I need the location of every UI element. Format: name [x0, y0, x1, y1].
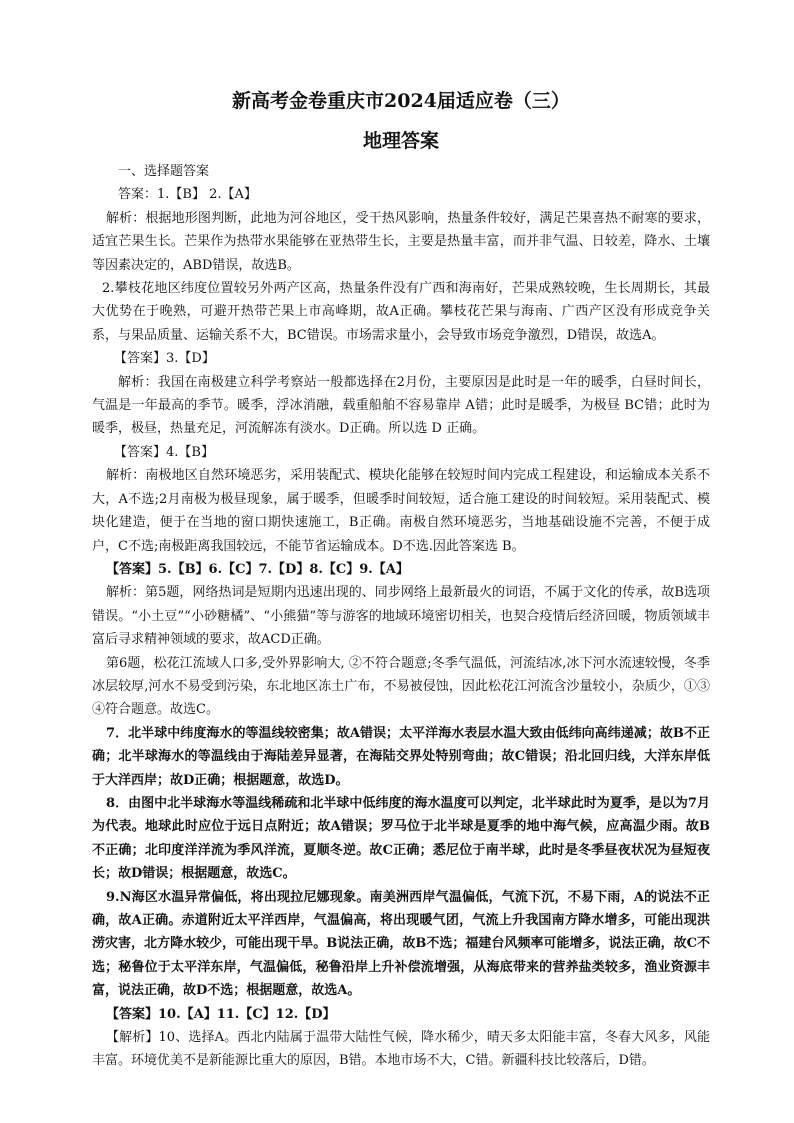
analysis-7: 7．北半球中纬度海水的等温线较密集；故A错误；太平洋海水表层水温大致由低纬向高纬递减；故B不正确；北半球海水的等温线由于海陆差异显著，在海陆交界处特别弯曲；故C错误；沿北回归线，大洋东岸低于大洋西岸；故D正确；根据题意，故选D。	[92, 725, 710, 788]
analysis-10: 【解析】10、选择A。西北内陆属于温带大陆性气候，降水稀少，晴天多太阳能丰富，冬春大风多，风能丰富。环境优美不是新能源比重大的原因，B错。本地市场不大，C错。新疆科技比较落后，D错。	[92, 1030, 710, 1069]
answer-4: 【答案】4.【B】	[114, 444, 214, 460]
doc-title: 新高考金卷重庆市2024届适应卷（三）	[232, 90, 570, 112]
doc-subtitle: 地理答案	[362, 130, 439, 152]
analysis-3: 解析：我国在南极建立科学考察站一般都选择在2月份，主要原因是此时是一年的暖季，白昼时间长，气温是一年最高的季节。暖季，浮冰消融，载重船舶不容易靠岸 A错；此时是暖季，为极昼 BC错；此时为暖季，极昼，热量充足，河流解冻有淡水。D正确。所以选 D 正确。	[92, 374, 710, 437]
analysis-5: 解析：第5题，网络热词是短期内迅速出现的、同步网络上最新最火的词语，不属于文化的传承，故B选项错误。“小土豆”“小砂糖橘”、“小熊猫”等与游客的地域环境密切相关，也契合疫情后经济回暖，物质领域丰富后寻求精神领域的要求，故ACD正确。	[92, 585, 710, 648]
analysis-4: 解析：南极地区自然环境恶劣，采用装配式、模块化能够在较短时间内完成工程建设，和运输成本关系不大，A不选;2月南极为极昼现象，属于暖季，但暖季时间较短，适合施工建设的时间较短。采用装配式、模块化建造，便于在当地的窗口期快速施工，B正确。南极自然环境恶劣，当地基础设施不完善，不便于成户，C不选;南极距离我国较远，不能节省运输成本。D不选.因此答案选 B。	[92, 468, 710, 554]
answer-1-2: 答案：1.【B】 2.【A】	[118, 187, 257, 203]
analysis-8: 8．由图中北半球海水等温线稀疏和北半球中低纬度的海水温度可以判定，北半球此时为夏季，是以为7月为代表。地球此时应位于远日点附近；故A错误；罗马位于北半球是夏季的地中海气候，应高温少雨。故B不正确；北印度洋洋流为季风洋流，夏顺冬逆。故C正确；悉尼位于南半球，此时是冬季昼夜状况为昼短夜长；故D错误；根据题意，故选C。	[92, 795, 710, 882]
analysis-1: 解析：根据地形图判断，此地为河谷地区，受干热风影响，热量条件较好，满足芒果喜热不耐寒的要求，适宜芒果生长。芒果作为热带水果能够在亚热带生长，主要是热量丰富，而并非气温、日较差，降水、土壤等因素决定的，ABD错误，故选B。	[92, 210, 710, 273]
analysis-2: 2.攀枝花地区纬度位置较另外两产区高，热量条件没有广西和海南好，芒果成熟较晚，生长周期长，其最大优势在于晚熟，可避开热带芒果上市高峰期，故A正确。攀枝花芒果与海南、广西产区没有形成竞争关系，与果品质量、运输关系不大，BC错误。市场需求量小，会导致市场竞争激烈，D错误，故选A。	[92, 281, 710, 343]
analysis-9: 9.N海区水温异常偏低，将出现拉尼娜现象。南美洲西岸气温偏低，气流下沉，不易下雨，A的说法不正确，故A正确。赤道附近太平洋西岸，气温偏高，将出现暖气团，气流上升我国南方降水增多，可能出现洪涝灾害，北方降水较少，可能出现干旱。B说法正确，故B不选；福建台风频率可能增多，说法正确，故C不选；秘鲁位于太平洋东岸，气温偏低，秘鲁沿岸上升补偿流增强，从海底带来的营养盐类较多，渔业资源丰富，说法正确，故D不选；根据题意，故选A。	[92, 889, 710, 999]
answer-sheet-page	[92, 88, 710, 1073]
analysis-6: 第6题，松花江流域人口多,受外界影响大, ②不符合题意;冬季气温低，河流结冰,冰下河水流速较慢，冬季冰层较厚,河水不易受到污染，东北地区冻土广布，不易被侵蚀，因此松花江河流含沙量较小，杂质少，①③④符合题意。故选C。	[92, 655, 710, 718]
section-heading: 一、选择题答案	[118, 164, 210, 179]
answer-5-9: 【答案】5.【B】6.【C】7.【D】8.【C】9.【A】	[106, 561, 409, 577]
answer-3: 【答案】3.【D】	[114, 351, 215, 367]
answer-10-12: 【答案】10.【A】11.【C】12.【D】	[106, 1006, 336, 1022]
